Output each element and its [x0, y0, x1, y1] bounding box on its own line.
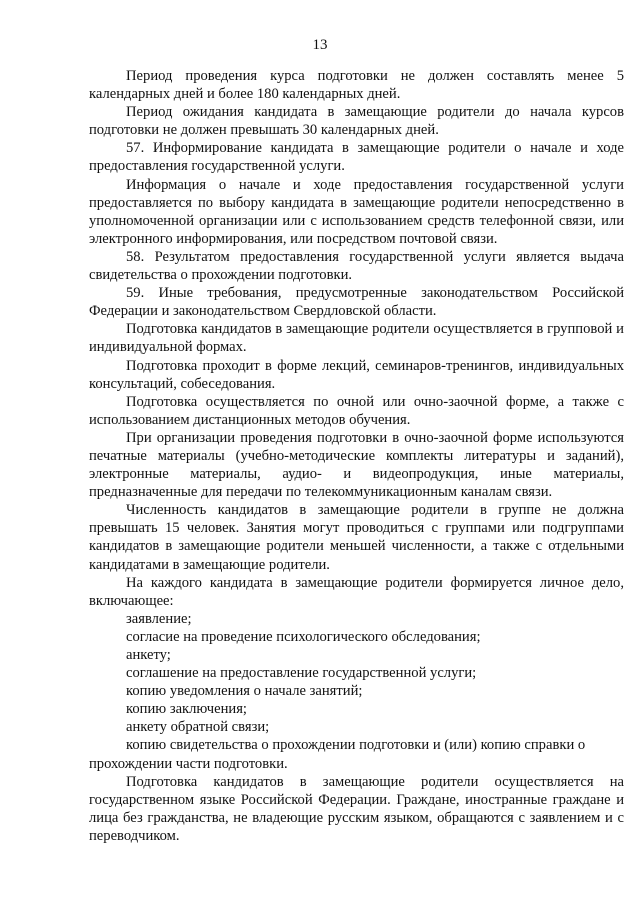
personal-file-list — [89, 610, 624, 773]
paragraph-59-other-requirements: 59. Иные требования, предусмотренные законодательством Российской Федерации и законодательством Свердловской области. — [89, 285, 624, 320]
list-item: копию свидетельства о прохождении подготовки и (или) копию справки о прохождении части подготовки. — [89, 737, 586, 772]
paragraph-materials: При организации проведения подготовки в очно-заочной форме используются печатные материалы (учебно-методические комплекты литературы и заданий), электронные материалы, аудио- и видеопродукция, иные материалы, предназначенные для передачи по телекоммуникационным каналам связи. — [89, 429, 624, 501]
document-body — [89, 67, 624, 845]
paragraph-58-result: 58. Результатом предоставления государственной услуги является выдача свидетельства о прохождении подготовки. — [89, 248, 624, 284]
paragraph-training-mode: Подготовка осуществляется по очной или очно-заочной форме, а также с использованием дистанционных методов обучения. — [89, 393, 624, 428]
list-item: анкету обратной связи; — [126, 719, 270, 736]
paragraph-training-forms: Подготовка кандидатов в замещающие родители осуществляется в групповой и индивидуальной формах. — [89, 321, 624, 356]
list-item: копию уведомления о начале занятий; — [126, 683, 363, 700]
list-item: соглашение на предоставление государственной услуги; — [126, 665, 477, 682]
list-item: копию заключения; — [126, 701, 247, 718]
list-item: анкету; — [126, 647, 171, 663]
paragraph-waiting-period: Период ожидания кандидата в замещающие родители до начала курсов подготовки не должен превышать 30 календарных дней. — [89, 104, 624, 139]
paragraph-course-duration: Период проведения курса подготовки не должен составлять менее 5 календарных дней и более 180 календарных дней. — [89, 68, 624, 103]
list-item: заявление; — [126, 610, 192, 627]
paragraph-training-format: Подготовка проходит в форме лекций, семинаров-тренингов, индивидуальных консультаций, собеседования. — [89, 357, 624, 392]
list-item: согласие на проведение психологического обследования; — [126, 628, 481, 645]
paragraph-language: Подготовка кандидатов в замещающие родители осуществляется на государственном языке Российской Федерации. Граждане, иностранные граждане и лица без гражданства, не владеющие русским языком, обращаются с заявлением и с переводчиком. — [89, 773, 624, 844]
paragraph-group-size: Численность кандидатов в замещающие родители в группе не должна превышать 15 человек. Занятия могут проводиться с группами или подгруппами кандидатов в замещающие родители меньшей численности, а также с отдельными кандидатами в замещающие родители. — [89, 502, 624, 573]
page-number: 13 — [312, 37, 328, 53]
paragraph-57-informing: 57. Информирование кандидата в замещающие родители о начале и ходе предоставления государственной услуги. — [89, 140, 624, 175]
paragraph-personal-file: На каждого кандидата в замещающие родители формируется личное дело, включающее: — [89, 574, 624, 609]
paragraph-information-provision: Информация о начале и ходе предоставления государственной услуги предоставляется по выбору кандидата в замещающие родители непосредственно в уполномоченной организации или с использованием средств телефонной связи, или электронного информирования, или посредством почтовой связи. — [89, 176, 624, 247]
